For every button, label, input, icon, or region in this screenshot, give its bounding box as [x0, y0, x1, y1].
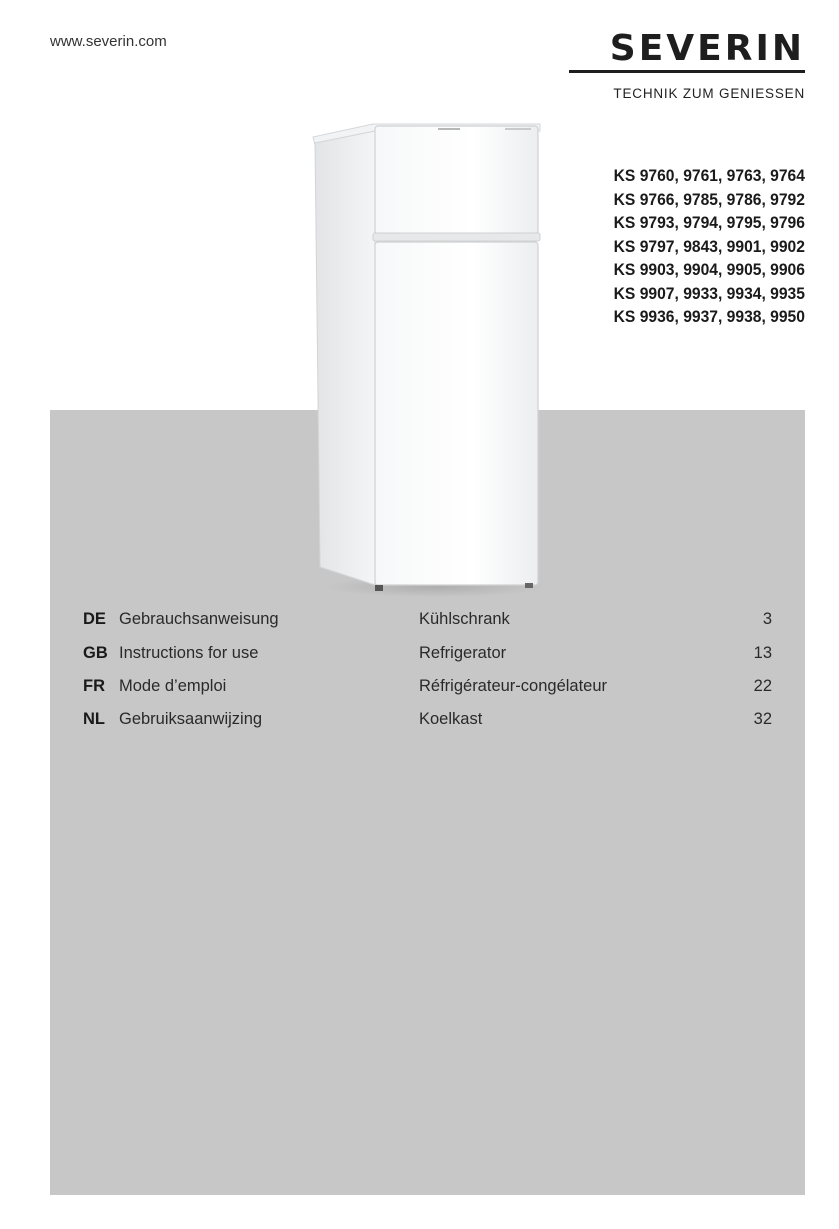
language-code: DE — [83, 610, 106, 628]
model-line: KS 9797, 9843, 9901, 9902 — [613, 236, 805, 256]
fridge-side — [315, 131, 375, 585]
page-number: 32 — [753, 710, 772, 728]
manual-title: Gebrauchsanweisung — [119, 610, 279, 628]
website-url: www.severin.com — [50, 33, 167, 50]
product-name: Réfrigérateur-congélateur — [419, 677, 608, 695]
brand-underline — [569, 70, 805, 73]
foot-right — [525, 583, 533, 588]
manual-title: Gebruiksaanwijzing — [119, 710, 263, 728]
toc-row-fr[interactable] — [50, 677, 805, 701]
model-line: KS 9903, 9904, 9905, 9906 — [613, 260, 805, 279]
foot-left — [375, 585, 383, 591]
toc-row-nl[interactable] — [50, 710, 805, 734]
language-code: FR — [83, 677, 105, 695]
model-line: KS 9907, 9933, 9934, 9935 — [613, 283, 805, 303]
language-code: GB — [83, 644, 108, 662]
model-line: KS 9793, 9794, 9795, 9796 — [613, 213, 805, 232]
brand-plate — [438, 128, 460, 130]
refrigerator-image — [305, 115, 555, 605]
page-number: 3 — [762, 610, 772, 628]
model-line: KS 9760, 9761, 9763, 9764 — [613, 166, 805, 185]
model-line: KS 9936, 9937, 9938, 9950 — [613, 307, 805, 326]
page-number: 22 — [753, 677, 772, 695]
freezer-door — [375, 126, 538, 234]
language-code: NL — [83, 710, 105, 728]
page-number: 13 — [753, 644, 772, 662]
door-separator — [373, 233, 540, 241]
manual-title: Mode d’emploi — [119, 677, 227, 695]
product-name: Koelkast — [419, 710, 483, 728]
fridge-door — [375, 242, 538, 585]
brand-tagline: TECHNIK ZUM GENIESSEN — [613, 86, 805, 101]
model-line: KS 9766, 9785, 9786, 9792 — [613, 189, 805, 209]
product-name: Kühlschrank — [419, 610, 510, 628]
manual-title: Instructions for use — [119, 644, 259, 662]
product-name: Refrigerator — [419, 644, 507, 662]
toc-row-gb[interactable] — [50, 644, 805, 668]
control-strip — [505, 128, 531, 130]
brand-logo — [569, 30, 805, 101]
brand-name: SEVERIN — [609, 28, 805, 69]
toc-row-de[interactable] — [50, 610, 805, 634]
model-list — [614, 164, 805, 329]
